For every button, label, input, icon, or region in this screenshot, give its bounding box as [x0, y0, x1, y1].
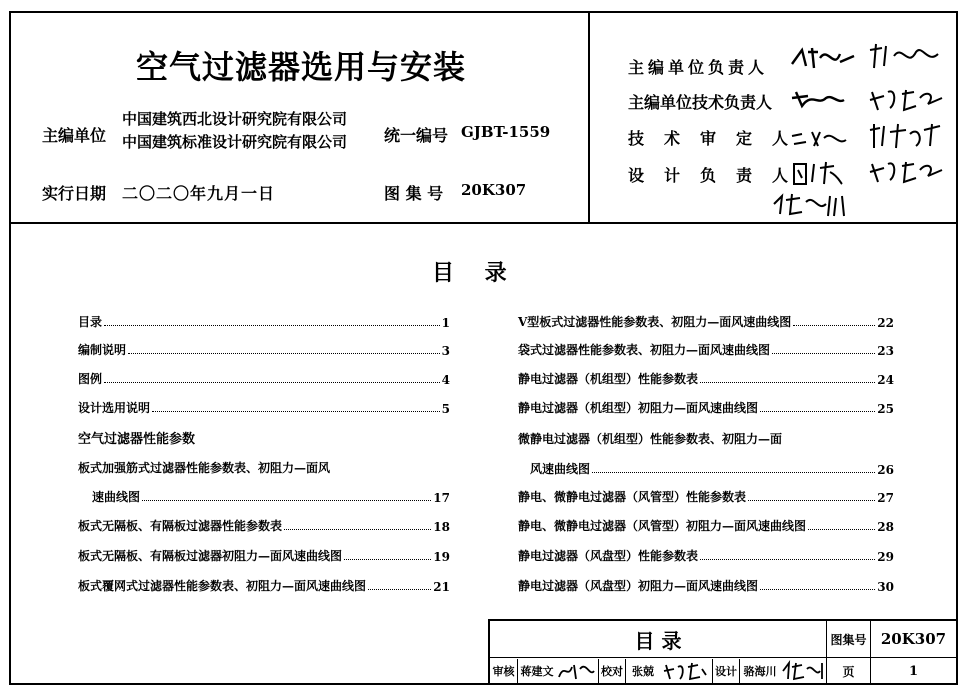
header-vertical-divider	[588, 11, 590, 223]
toc-entry-text: 静电过滤器（风盘型）初阻力—面风速曲线图	[518, 579, 759, 593]
toc-entry[interactable]	[518, 369, 894, 387]
responsible-label-1: 主编单位负责人	[628, 58, 769, 77]
toc-entry-page: 27	[877, 491, 894, 505]
toc-entry-text: 风速曲线图	[530, 462, 591, 476]
page-label: 页	[842, 664, 855, 679]
signature-1	[788, 44, 858, 74]
toc-leader	[748, 500, 875, 501]
toc-leader	[700, 559, 875, 560]
toc-entry-text: 静电过滤器（机组型）性能参数表	[518, 372, 699, 386]
toc-entry[interactable]	[518, 340, 894, 358]
toc-entry-text: 静电、微静电过滤器（风管型）初阻力—面风速曲线图	[518, 519, 807, 533]
signature-2	[866, 40, 946, 72]
toc-leader	[284, 529, 431, 530]
designer-signature	[780, 659, 826, 683]
signature-6	[866, 120, 946, 152]
toc-entry-page: 26	[877, 463, 894, 477]
atlas-number-label: 图 集 号	[384, 184, 444, 203]
toc-entry[interactable]	[78, 369, 450, 387]
toc-leader	[152, 411, 440, 412]
toc-entry-page: 21	[433, 580, 450, 594]
toc-entry-page: 18	[433, 520, 450, 534]
toc-entry-text: 静电过滤器（机组型）初阻力—面风速曲线图	[518, 401, 759, 415]
page-number: 1	[908, 663, 919, 679]
toc-entry-text: V型板式过滤器性能参数表、初阻力—面风速曲线图	[518, 315, 792, 329]
toc-leader	[368, 589, 431, 590]
toc-entry[interactable]	[518, 516, 894, 534]
signature-7	[790, 158, 846, 188]
toc-leader	[700, 382, 875, 383]
editor-unit-2: 中国建筑标准设计研究院有限公司	[122, 133, 348, 151]
toc-entry[interactable]	[78, 516, 450, 534]
toc-entry[interactable]	[78, 576, 450, 594]
toc-entry-text: 目录	[78, 315, 103, 329]
toc-entry-page: 17	[433, 491, 450, 505]
editor-unit-label: 主编单位	[42, 126, 107, 145]
toc-entry-page: 23	[877, 344, 894, 358]
toc-entry[interactable]	[518, 576, 894, 594]
signature-3	[788, 88, 848, 110]
toc-entry-page: 30	[877, 580, 894, 594]
checker-signature	[662, 659, 708, 683]
toc-entry-text: 静电、微静电过滤器（风管型）性能参数表	[518, 490, 747, 504]
editor-unit-1: 中国建筑西北设计研究院有限公司	[122, 110, 348, 128]
signature-5	[788, 126, 848, 150]
toc-entry[interactable]	[518, 398, 894, 416]
toc-entry-text: 编制说明	[78, 343, 127, 357]
toc-leader	[760, 589, 875, 590]
toc-entry-page: 1	[441, 316, 450, 330]
toc-leader	[760, 411, 875, 412]
toc-entry-page: 29	[877, 550, 894, 564]
toc-entry-text: 袋式过滤器性能参数表、初阻力—面风速曲线图	[518, 343, 771, 357]
signature-8	[866, 156, 946, 188]
title-block-atlas-label: 图集号	[830, 632, 867, 647]
toc-leader	[592, 472, 875, 473]
date-label: 实行日期	[42, 184, 107, 203]
toc-entry-text[interactable]: 板式加强筋式过滤器性能参数表、初阻力—面风	[78, 461, 331, 475]
toc-leader	[104, 382, 440, 383]
title-block-divider	[488, 657, 958, 658]
toc-entry-page: 5	[441, 402, 450, 416]
review-label: 审核	[490, 659, 518, 683]
toc-entry-page: 25	[877, 402, 894, 416]
designer-name: 骆海川	[743, 665, 777, 678]
title-block-title: 目 录	[634, 628, 682, 653]
toc-entry[interactable]	[78, 312, 450, 330]
design-label: 设计	[712, 659, 740, 683]
serial-value: GJBT-1559	[461, 123, 551, 141]
serial-label: 统一编号	[384, 126, 449, 145]
toc-entry-page: 3	[441, 344, 450, 358]
toc-entry-text: 板式无隔板、有隔板过滤器初阻力—面风速曲线图	[78, 549, 343, 563]
responsible-label-4: 设计负责人	[628, 166, 809, 185]
toc-entry[interactable]	[78, 398, 450, 416]
toc-entry[interactable]	[530, 459, 894, 477]
toc-leader	[104, 325, 440, 326]
toc-entry-page: 4	[441, 373, 450, 387]
toc-entry[interactable]	[518, 546, 894, 564]
reviewer-name: 蒋建文	[520, 665, 554, 678]
toc-leader	[793, 325, 875, 326]
toc-entry-page: 19	[433, 550, 450, 564]
checker-name: 张兢	[632, 665, 654, 678]
toc-entry-text: 图例	[78, 372, 103, 386]
toc-leader	[344, 559, 431, 560]
toc-entry[interactable]	[518, 312, 894, 330]
toc-leader	[128, 353, 440, 354]
toc-entry-text: 板式覆网式过滤器性能参数表、初阻力—面风速曲线图	[78, 579, 367, 593]
toc-entry-page: 24	[877, 373, 894, 387]
toc-title: 目 录	[432, 261, 507, 286]
atlas-number-value: 20K307	[461, 181, 527, 199]
toc-section-heading: 空气过滤器性能参数	[78, 432, 196, 447]
toc-leader	[772, 353, 875, 354]
toc-entry-page: 28	[877, 520, 894, 534]
toc-entry[interactable]	[92, 487, 450, 505]
toc-entry-text[interactable]: 微静电过滤器（机组型）性能参数表、初阻力—面	[518, 432, 783, 446]
toc-entry[interactable]	[78, 546, 450, 564]
toc-entry[interactable]	[78, 340, 450, 358]
toc-leader	[808, 529, 875, 530]
toc-entry-text: 板式无隔板、有隔板过滤器性能参数表	[78, 519, 283, 533]
responsible-label-3: 技术审定人	[628, 129, 809, 148]
header-divider	[9, 222, 958, 224]
toc-entry-text: 设计选用说明	[78, 401, 151, 415]
toc-leader	[142, 500, 431, 501]
reviewer-signature	[556, 659, 598, 683]
toc-entry-text: 速曲线图	[92, 490, 141, 504]
check-label: 校对	[598, 659, 626, 683]
signature-9	[770, 190, 850, 220]
toc-entry-page: 22	[877, 316, 894, 330]
date-value: 二〇二〇年九月一日	[122, 184, 276, 203]
title-block-atlas-value: 20K307	[880, 630, 947, 648]
toc-entry[interactable]	[518, 487, 894, 505]
toc-entry-text: 静电过滤器（风盘型）性能参数表	[518, 549, 699, 563]
signature-4	[866, 84, 946, 116]
atlas-title: 空气过滤器选用与安装	[136, 48, 467, 86]
responsible-label-2: 主编单位技术负责人	[628, 93, 773, 112]
